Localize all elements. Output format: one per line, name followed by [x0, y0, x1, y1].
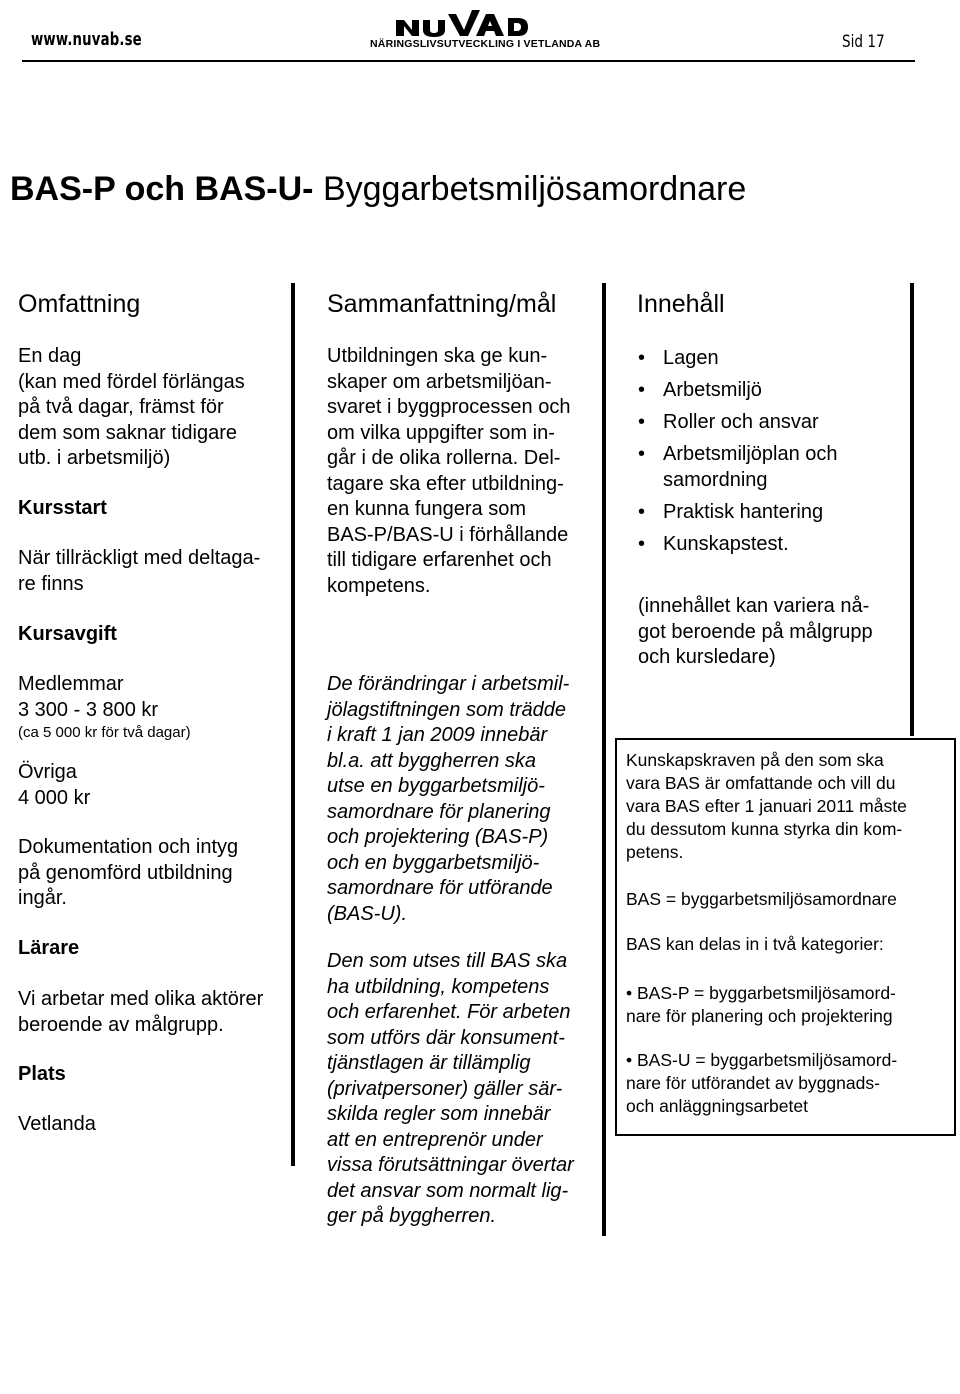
- text-line: tjänstlagen är tillämplig: [327, 1052, 531, 1074]
- text-line: 3 300 - 3 800 kr: [18, 698, 159, 721]
- text-line: vara BAS efter 1 januari 2011 måste: [626, 796, 907, 816]
- text-line: (privatpersoner) gäller sär-: [327, 1077, 563, 1100]
- list-item: • Arbetsmiljö: [638, 378, 838, 404]
- kursavgift-heading: Kursavgift: [18, 623, 117, 645]
- text-line: nare för utförandet av byggnads-: [626, 1073, 880, 1093]
- plats-value: Vetlanda: [18, 1113, 96, 1135]
- list-item-label: Arbetsmiljöplan och samordning: [663, 443, 838, 491]
- text-line: nare för planering och projektering: [626, 1006, 893, 1026]
- contents-list: [638, 346, 838, 564]
- text-line: 4 000 kr: [18, 786, 91, 809]
- list-item: [638, 442, 838, 493]
- text-line: Utbildningen ska ge kun-: [327, 345, 548, 367]
- list-item: • Roller och ansvar: [638, 410, 838, 436]
- text-line: och anläggningsarbetet: [626, 1096, 808, 1116]
- list-item: • Lagen: [638, 346, 838, 372]
- text-line: vara BAS är omfattande och vill du: [626, 773, 896, 793]
- summary-paragraph: [327, 344, 570, 599]
- text-line: petens.: [626, 842, 684, 862]
- text-line: När tillräckligt med deltaga-: [18, 547, 261, 569]
- text-line: du dessutom kunna styrka din kom-: [626, 819, 903, 839]
- text-line: vissa förutsättningar övertar: [327, 1154, 574, 1176]
- text-line: svaret i byggprocessen och: [327, 396, 571, 418]
- list-item: • Praktisk hantering: [638, 500, 838, 526]
- text-line: och en byggarbetsmiljö-: [327, 851, 540, 874]
- text-line: i kraft 1 jan 2009 innebär: [327, 724, 548, 746]
- page-title: [10, 170, 746, 209]
- text-line: De förändringar i arbetsmil-: [327, 673, 570, 695]
- text-line: på genomförd utbildning: [18, 861, 233, 884]
- text-line: dem som saknar tidigare: [18, 421, 237, 444]
- header-rule: [22, 60, 915, 62]
- larare-heading: Lärare: [18, 937, 80, 959]
- logo-tagline: NÄRINGSLIVSUTVECKLING I VETLANDA AB: [370, 38, 601, 50]
- text-line: Dokumentation och intyg: [18, 836, 239, 858]
- text-line: Den som utses till BAS ska: [327, 950, 568, 972]
- text-line: om vilka uppgifter som in-: [327, 421, 555, 444]
- text-line: Medlemmar: [18, 673, 124, 695]
- column-rule-1: [291, 283, 295, 1166]
- text-line: går i de olika rollerna. Del-: [327, 447, 561, 469]
- text-line: samordnare för planering: [327, 800, 551, 823]
- text-line: en kunna fungera som: [327, 498, 527, 520]
- site-url[interactable]: www.nuvab.se: [31, 29, 142, 50]
- text-line: En dag: [18, 345, 82, 367]
- text-line: re finns: [18, 572, 84, 595]
- text-line: Kunskapskraven på den som ska: [626, 750, 884, 770]
- text-line: • BAS-U = byggarbetsmiljösamord-: [626, 1050, 898, 1070]
- larare-text: [18, 987, 263, 1038]
- list-item: • Kunskapstest.: [638, 532, 838, 558]
- text-line: (kan med fördel förlängas: [18, 370, 245, 393]
- plats-heading: Plats: [18, 1063, 66, 1085]
- text-line: ha utbildning, kompetens: [327, 975, 550, 998]
- page-number: Sid 17: [842, 32, 885, 52]
- text-line: Vi arbetar med olika aktörer: [18, 988, 264, 1010]
- text-line: samordnare för utförande: [327, 877, 553, 899]
- text-line: ger på byggherren.: [327, 1205, 497, 1227]
- text-line: tagare ska efter utbildning-: [327, 472, 564, 495]
- column-rule-3: [910, 283, 914, 736]
- text-line: som utförs där konsument-: [327, 1026, 565, 1049]
- requirements-paragraph: [327, 949, 574, 1230]
- dokumentation-text: [18, 835, 238, 912]
- legislation-paragraph: [327, 672, 569, 927]
- text-line: och projektering (BAS-P): [327, 826, 549, 848]
- title-normal: Byggarbetsmiljösamordnare: [313, 170, 747, 208]
- box-bas-p-bullet: [626, 982, 896, 1028]
- medlemmar-text: [18, 672, 158, 723]
- text-line: (BAS-U).: [327, 902, 407, 925]
- kursstart-heading: Kursstart: [18, 497, 107, 519]
- innehall-heading: Innehåll: [637, 290, 725, 318]
- box-requirements-text: [626, 749, 907, 864]
- text-line: och erfarenhet. För arbeten: [327, 1001, 571, 1023]
- text-line: skilda regler som innebär: [327, 1103, 551, 1125]
- box-bas-u-bullet: [626, 1049, 897, 1118]
- text-line: att en entreprenör under: [327, 1128, 543, 1151]
- text-line: utse en byggarbetsmiljö-: [327, 775, 545, 797]
- sammanfattning-heading: Sammanfattning/mål: [327, 290, 557, 318]
- text-line: på två dagar, främst för: [18, 396, 224, 418]
- contents-note: [638, 594, 873, 671]
- omfattning-heading: Omfattning: [18, 290, 141, 318]
- ovriga-text: [18, 760, 90, 811]
- text-line: det ansvar som normalt lig-: [327, 1179, 569, 1202]
- text-line: beroende av målgrupp.: [18, 1013, 224, 1036]
- column-rule-2: [602, 283, 606, 1236]
- text-line: BAS-P/BAS-U i förhållande: [327, 523, 569, 546]
- box-categories-text: BAS kan delas in i två kategorier:: [626, 934, 884, 954]
- text-line: • BAS-P = byggarbetsmiljösamord-: [626, 983, 896, 1003]
- text-line: got beroende på målgrupp: [638, 620, 873, 643]
- text-line: och kursledare): [638, 646, 776, 668]
- kursstart-text: [18, 546, 260, 597]
- text-line: utb. i arbetsmiljö): [18, 447, 171, 469]
- text-line: till tidigare erfarenhet och: [327, 549, 552, 571]
- text-line: Övriga: [18, 761, 77, 783]
- title-bold: BAS-P och BAS-U-: [10, 170, 314, 208]
- text-line: (innehållet kan variera nå-: [638, 595, 870, 617]
- omfattning-text: [18, 344, 245, 472]
- box-definition-text: BAS = byggarbetsmiljösamordnare: [626, 889, 897, 909]
- text-line: ingår.: [18, 887, 67, 909]
- text-line: bl.a. att byggherren ska: [327, 749, 537, 772]
- text-line: kompetens.: [327, 574, 431, 597]
- medlemmar-note: (ca 5 000 kr för två dagar): [18, 724, 191, 741]
- text-line: skaper om arbetsmiljöan-: [327, 370, 552, 393]
- text-line: jölagstiftningen som trädde: [327, 698, 567, 721]
